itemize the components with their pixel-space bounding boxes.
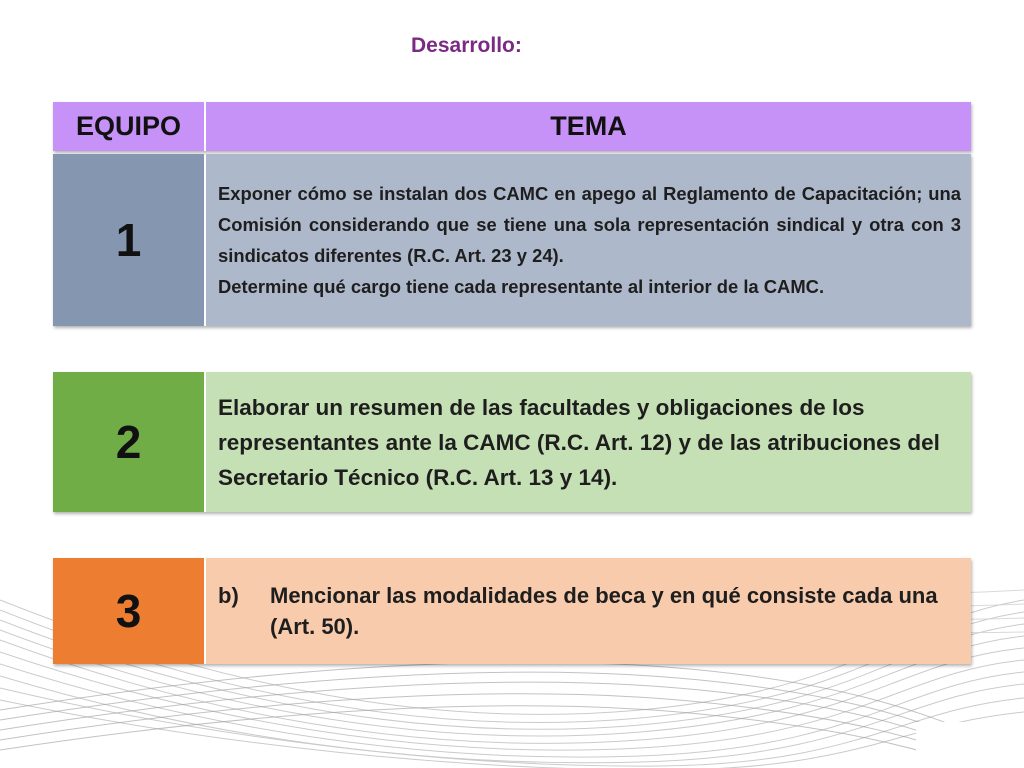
topic-text	[218, 178, 961, 302]
table-header-row	[53, 102, 971, 151]
team-number: 1	[53, 154, 204, 326]
table-row-team-1	[53, 154, 971, 326]
header-topic: TEMA	[206, 102, 971, 151]
topic-cell	[206, 558, 971, 664]
list-marker: b)	[218, 583, 239, 608]
table-row-team-2	[53, 372, 971, 512]
slide-title: Desarrollo:	[411, 34, 522, 57]
table-row-team-3	[53, 558, 971, 664]
header-team: EQUIPO	[53, 102, 204, 151]
topic-paragraph: Elaborar un resumen de las facultades y obligaciones de los representantes ante la CAMC (R.C. Art. 12) y de las atribuciones del Secretario Técnico (R.C. Art. 13 y 14).	[218, 394, 940, 490]
topic-cell	[206, 372, 971, 512]
topic-paragraph: Exponer cómo se instalan dos CAMC en apego al Reglamento de Capacitación; una Comisión considerando que se tiene una sola representación sindical y otra con 3 sindicatos diferentes (R.C. Art. 23 y 24).	[218, 183, 961, 266]
team-number: 2	[53, 372, 204, 512]
topic-cell	[206, 154, 971, 326]
list-item	[218, 580, 961, 642]
team-number: 3	[53, 558, 204, 664]
topic-line-2: Determine qué cargo tiene cada representante al interior de la CAMC.	[218, 276, 825, 297]
corner-block	[916, 722, 1024, 768]
topic-paragraph: Mencionar las modalidades de beca y en qué consiste cada una (Art. 50).	[270, 583, 938, 639]
